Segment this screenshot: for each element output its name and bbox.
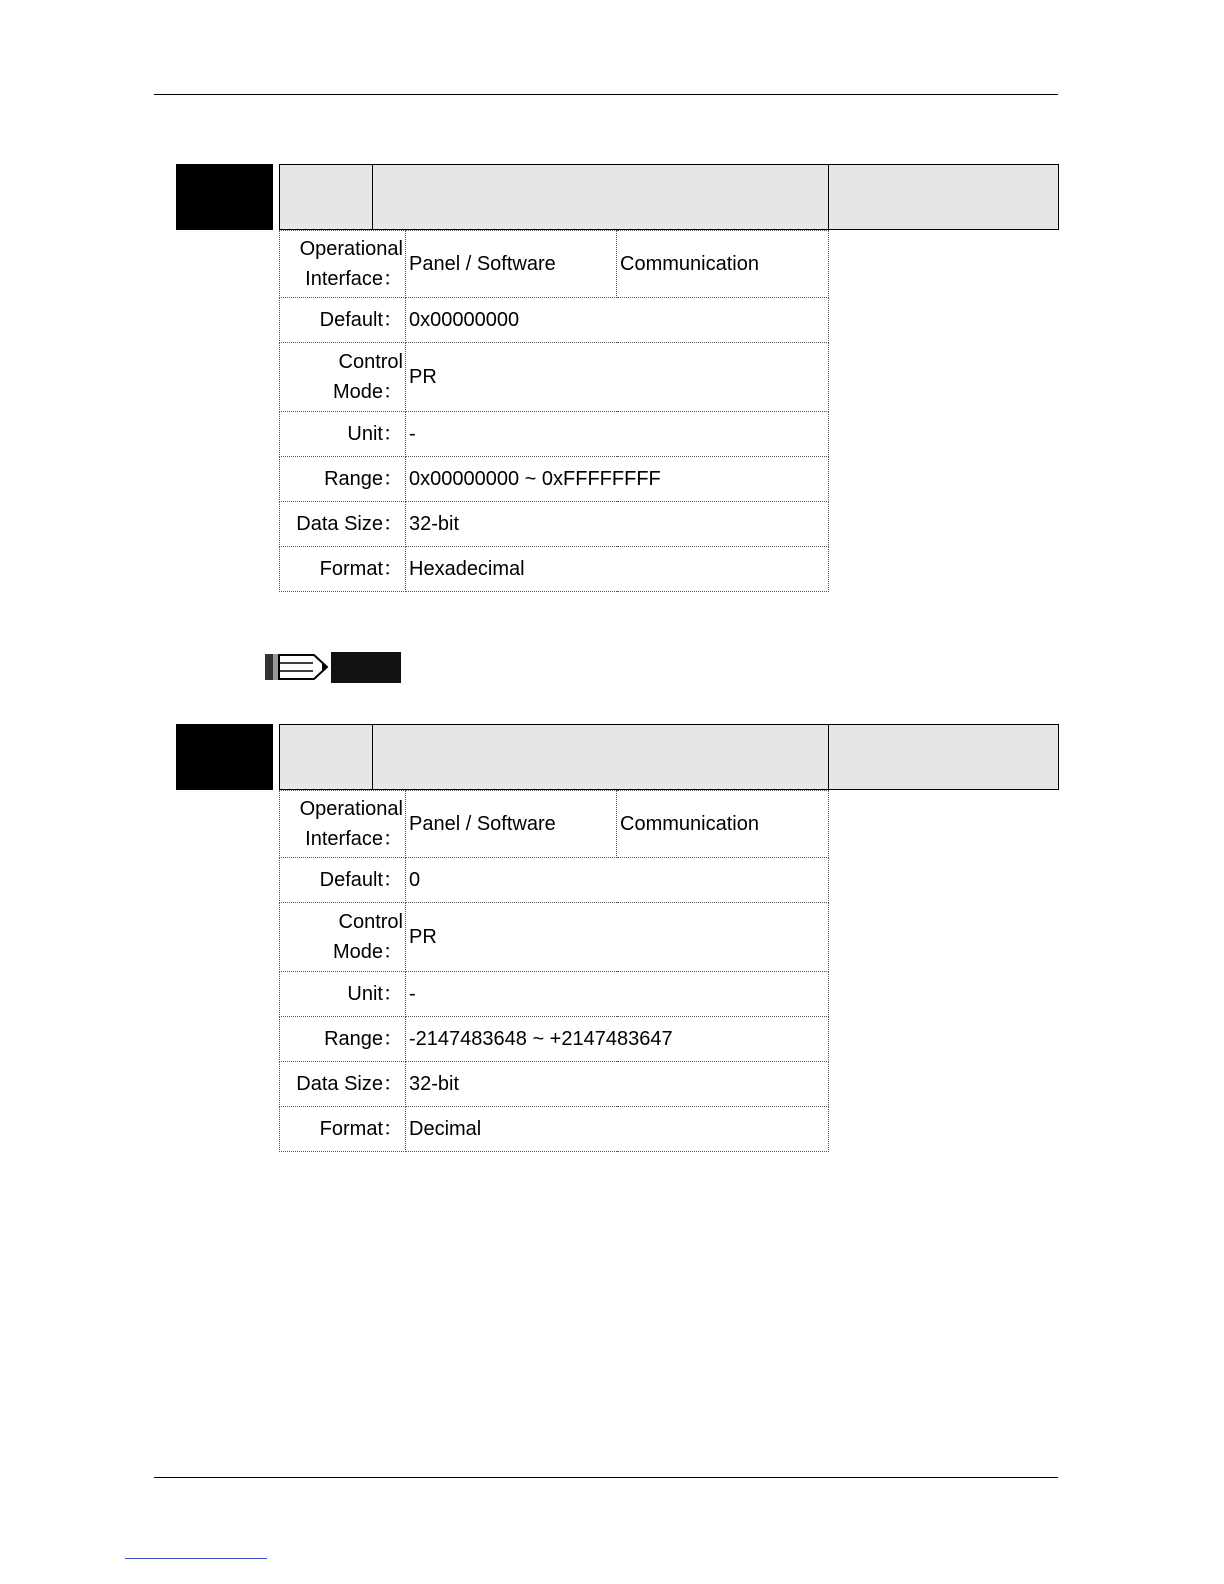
interface-comm-value: Communication — [617, 791, 829, 858]
parameter-attribute-cell — [829, 165, 1058, 229]
unit-value: - — [406, 412, 829, 457]
format-label: Format： — [280, 1107, 406, 1152]
footer-rule — [154, 1477, 1058, 1478]
interface-panel-value: Panel / Software — [406, 231, 617, 298]
format-value: Decimal — [406, 1107, 829, 1152]
parameter-header-row — [279, 724, 1059, 790]
interface-label: Operational Interface： — [280, 791, 406, 858]
parameter-address-cell — [280, 165, 373, 229]
table-row — [280, 1107, 829, 1152]
default-value: 0x00000000 — [406, 298, 829, 343]
table-row — [280, 1017, 829, 1062]
range-label: Range： — [280, 457, 406, 502]
parameter-address-cell — [280, 725, 373, 789]
parameter-name-cell — [373, 725, 829, 789]
table-row — [280, 231, 829, 298]
data-size-value: 32-bit — [406, 1062, 829, 1107]
table-row — [280, 412, 829, 457]
control-mode-value: PR — [406, 343, 829, 412]
range-value: -2147483648 ~ +2147483647 — [406, 1017, 829, 1062]
table-row — [280, 502, 829, 547]
table-row — [280, 457, 829, 502]
default-label: Default： — [280, 858, 406, 903]
control-mode-label: Control Mode： — [280, 343, 406, 412]
parameter-attribute-table — [279, 230, 829, 592]
control-mode-value: PR — [406, 903, 829, 972]
format-label: Format： — [280, 547, 406, 592]
unit-value: - — [406, 972, 829, 1017]
table-row — [280, 972, 829, 1017]
interface-label: Operational Interface： — [280, 231, 406, 298]
default-value: 0 — [406, 858, 829, 903]
control-mode-label: Control Mode： — [280, 903, 406, 972]
table-row — [280, 791, 829, 858]
data-size-value: 32-bit — [406, 502, 829, 547]
table-row — [280, 1062, 829, 1107]
parameter-attribute-table — [279, 790, 829, 1152]
parameter-attribute-cell — [829, 725, 1058, 789]
table-row — [280, 903, 829, 972]
table-row — [280, 343, 829, 412]
parameter-code-box — [176, 724, 273, 790]
header-rule — [154, 94, 1058, 95]
pencil-note-icon — [264, 651, 401, 683]
interface-panel-value: Panel / Software — [406, 791, 617, 858]
format-value: Hexadecimal — [406, 547, 829, 592]
parameter-name-cell — [373, 165, 829, 229]
parameter-header-row — [279, 164, 1059, 230]
unit-label: Unit： — [280, 972, 406, 1017]
interface-comm-value: Communication — [617, 231, 829, 298]
table-row — [280, 298, 829, 343]
data-size-label: Data Size： — [280, 502, 406, 547]
unit-label: Unit： — [280, 412, 406, 457]
range-value: 0x00000000 ~ 0xFFFFFFFF — [406, 457, 829, 502]
range-label: Range： — [280, 1017, 406, 1062]
table-row — [280, 547, 829, 592]
default-label: Default： — [280, 298, 406, 343]
footer-link-underline[interactable] — [125, 1558, 267, 1559]
parameter-code-box — [176, 164, 273, 230]
table-row — [280, 858, 829, 903]
data-size-label: Data Size： — [280, 1062, 406, 1107]
